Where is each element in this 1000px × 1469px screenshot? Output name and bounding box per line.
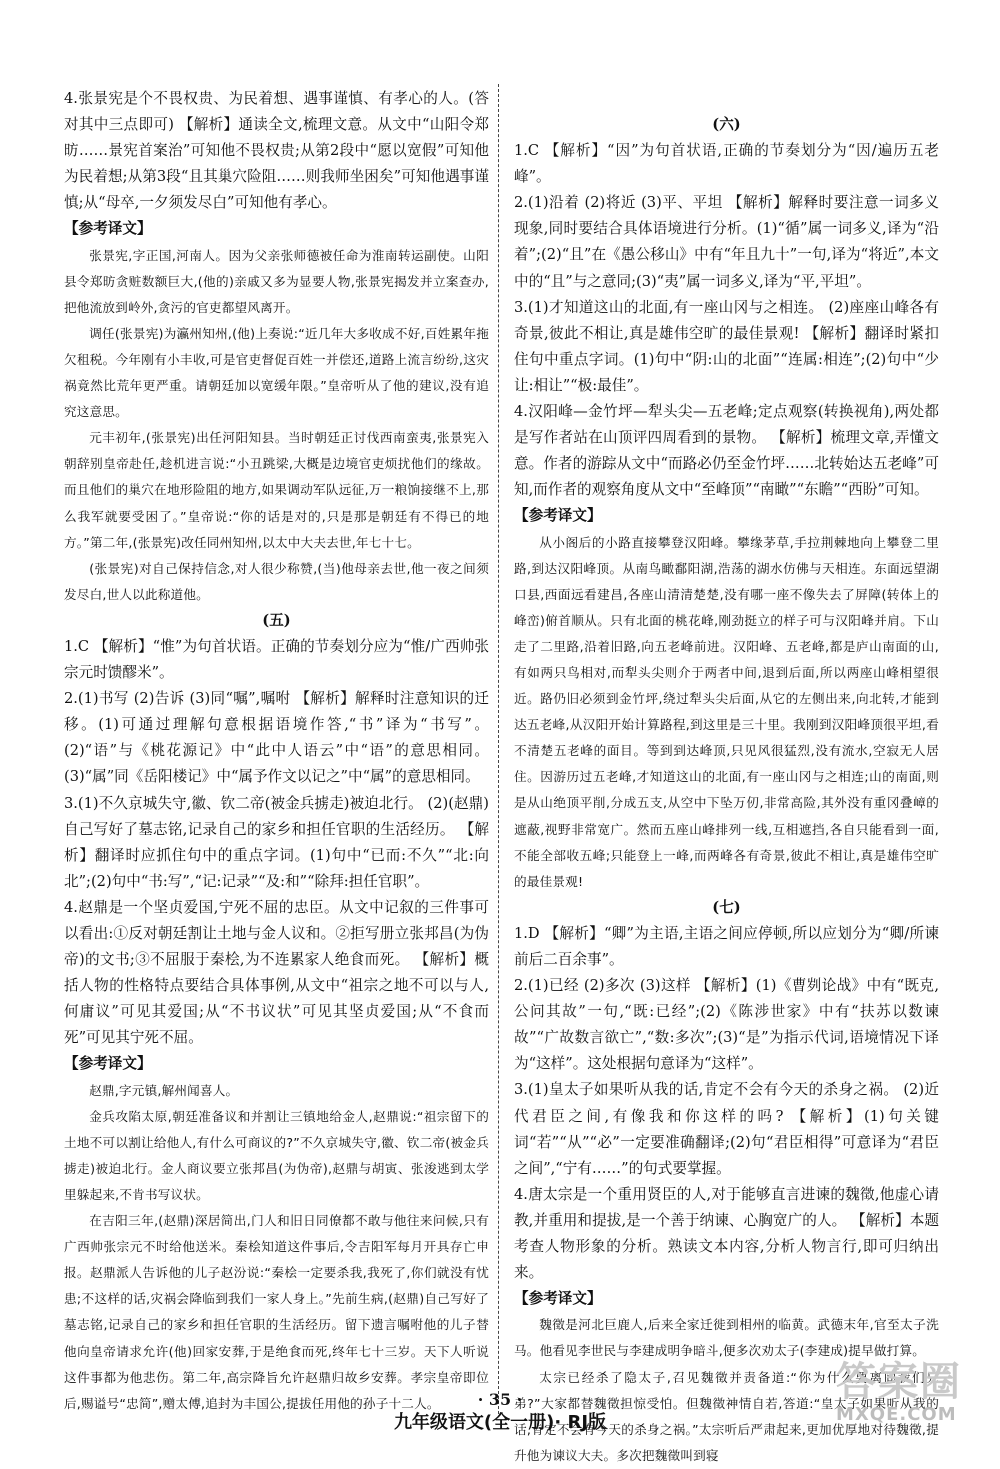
section6-question3-answer: 3.(1)才知道这山的北面,有一座山冈与之相连。 (2)座座山峰各有奇景,彼此不相让,真是雄伟空旷的最佳景观! 【解析】翻译时紧扣住句中重点字词。(1)句中“阴:山的北面”“连属:相连”;(2)句中“少让:相让”“极:最佳”。 (514, 298, 939, 394)
section-heading-6: (六) (712, 116, 741, 133)
section5-question2-answer: 2.(1)书写 (2)告诉 (3)同“嘱”,嘱咐 【解析】解释时注意知识的迁移。(1)可通过理解句意根据语境作答,“书”译为“书写”。(2)“语”与《桃花源记》中“此中人语云”中“语”的意思相同。(3)“属”同《岳阳楼记》中“属予作文以记之”中“属”的意思相同。 (64, 690, 489, 786)
section6-question4-answer: 4.汉阳峰—金竹坪—犁头尖—五老峰;定点观察(转换视角),两处都是写作者站在山顶评四周看到的景物。 【解析】梳理文章,弄懂文意。作者的游踪从文中“而路必仍至金竹坪……北转始达五老峰”可知,而作者的观察角度从文中“至峰顶”“南瞰”“东瞻”“西盼”可知。 (514, 403, 939, 499)
book-title: 九年级语文(全一册)· RJ版 (393, 1412, 607, 1433)
watermark-logo-text: 答案圈 (836, 1359, 962, 1405)
translation-paragraph: 魏徵是河北巨鹿人,后来全家迁徙到相州的临黄。武德末年,官至太子洗马。他看见李世民与李建成明争暗斗,便多次劝太子(李建成)提早做打算。 (514, 1317, 939, 1359)
section5-question1-answer: 1.C 【解析】“惟”为句首状语。正确的节奏划分应为“惟/广西帅张宗元时馈醪米”。 (64, 637, 489, 682)
section7-question3-answer: 3.(1)皇太子如果听从我的话,肯定不会有今天的杀身之祸。 (2)近代君臣之间,有像我和你这样的吗? 【解析】(1)句关键词“若”“从”“必”一定要准确翻译;(2)句“君臣相得”可意译为“君臣之间”,“宁有……”的句式要掌握。 (514, 1081, 939, 1177)
reference-translation-heading: 【参考译文】 (64, 1055, 152, 1073)
section4-question4-answer: 4.张景宪是个不畏权贵、为民着想、遇事谨慎、有孝心的人。(答对其中三点即可) 【解析】通读全文,梳理文意。从文中“山阳令郑昉……景宪首案治”可知他不畏权贵;从第2段中“愿以宽假”可知他为民着想;从第3段“且其巢穴险阻……则我师坐困矣”可知他遇事谨慎;从“母卒,一夕须发尽白”可知他有孝心。 (64, 90, 489, 212)
section-heading-5: (五) (262, 611, 291, 629)
translation-paragraph: 张景宪,字正国,河南人。因为父亲张师德被任命为淮南转运副使。山阳县令郑昉贪赃数额巨大,(他的)亲戚又多为显要人物,张景宪揭发并立案查办,把他流放到岭外,贪污的官吏都望风离开。 (64, 247, 489, 315)
section-heading-7: (七) (712, 898, 741, 916)
translation-paragraph: 在吉阳三年,(赵鼎)深居简出,门人和旧日同僚都不敢与他往来问候,只有广西帅张宗元不时给他送米。秦桧知道这件事后,令吉阳军每月开具存亡申报。赵鼎派人告诉他的儿子赵汾说:“秦桧一定要杀我,我死了,你们就没有忧患;不这样的话,灾祸会降临到我们一家人身上。”先前生病,(赵鼎)自己写好了墓志铭,记录自己的家乡和担任官职的生活经历。留下遗言嘱咐他的儿子替他向皇帝请求允许(他)回家安葬,于是绝食而死,终年七十三岁。天下人听说这件事都为他悲伤。第二年,高宗降旨允许赵鼎归故乡安葬。孝宗皇帝即位后,赐谥号“忠简”,赠太傅,追封为丰国公,提拔任用他的孙子十二人。 (64, 1213, 489, 1411)
section7-question2-answer: 2.(1)已经 (2)多次 (3)这样 【解析】(1)《曹刿论战》中有“既克,公问其故”一句,“既:已经”;(2)《陈涉世家》中有“扶苏以数谏故”“广故数言欲亡”,“数:多次”;(3)“是”为指示代词,语境情况下译为“这样”。这处根据句意译为“这样”。 (514, 977, 939, 1073)
watermark-url: MXQE.COM (836, 1404, 957, 1425)
section5-question3-answer: 3.(1)不久京城失守,徽、钦二帝(被金兵掳走)被迫北行。 (2)(赵鼎)自己写好了墓志铭,记录自己的家乡和担任官职的生活经历。 【解析】翻译时应抓住句中的重点字词。(1)句中“已而:不久”“北:向北”;(2)句中“书:写”,“记:记录”“及:和”“除拜:担任官职”。 (64, 794, 489, 890)
section6-question2-answer: 2.(1)沿着 (2)将近 (3)平、平坦 【解析】解释时要注意一词多义现象,同时要结合具体语境进行分析。(1)“循”属一词多义,译为“沿着”;(2)“且”在《愚公移山》中有“年且九十”一句,译为“将近”,本文中的“且”与之意同;(3)“夷”属一词多义,译为“平,平坦”。 (514, 194, 939, 290)
translation-paragraph: 赵鼎,字元镇,解州闻喜人。 (89, 1082, 239, 1098)
reference-translation-heading: 【参考译文】 (514, 1290, 602, 1308)
reference-translation-heading: 【参考译文】 (514, 507, 602, 525)
right-column (514, 112, 939, 1469)
page-number: · 35 · (477, 1390, 523, 1409)
section6-question1-answer: 1.C 【解析】“因”为句首状语,正确的节奏划分为“因/遍历五老峰”。 (514, 142, 939, 186)
translation-paragraph: (张景宪)对自己保持信念,对人很少称赞,(当)他母亲去世,他一夜之间须发尽白,世人以此称道他。 (64, 560, 489, 602)
reference-translation-heading: 【参考译文】 (64, 220, 152, 238)
section5-question4-answer: 4.赵鼎是一个坚贞爱国,宁死不屈的忠臣。从文中记叙的三件事可以看出:①反对朝廷割让土地与金人议和。②拒写册立张邦昌(为伪帝)的文书;③不屈服于秦桧,为不连累家人绝食而死。 【解析】概括人物的性格特点要结合具体事例,从文中“祖宗之地不可以与人,何庸议”可见其爱国;从“不书议状”可见其坚贞爱国;从“不食而死”可见其宁死不屈。 (64, 898, 489, 1047)
column-divider (498, 84, 499, 1414)
translation-paragraph: 金兵攻陷太原,朝廷准备议和并割让三镇地给金人,赵鼎说:“祖宗留下的土地不可以割让给他人,有什么可商议的?”不久京城失守,徽、钦二帝(被金兵掳走)被迫北行。金人商议要立张邦昌(为伪帝),赵鼎与胡寅、张浚逃到太学里躲起来,不肯书写议状。 (64, 1108, 489, 1202)
translation-paragraph: 太宗已经杀了隐太子,召见魏徵并责备道:“你为什么要离间我们兄弟?”大家都替魏徵担惊受怕。但魏徵神情自若,答道:“皇太子如果听从我的话,肯定不会有今天的杀身之祸。”太宗听后严肃起来,更加优厚地对待魏徵,提升他为谏议大夫。多次把魏徵叫到寝 (514, 1369, 939, 1463)
translation-paragraph: 从小阁后的小路直接攀登汉阳峰。攀缘茅草,手拉荆棘地向上攀登二里路,到达汉阳峰顶。从南鸟瞰鄱阳湖,浩荡的湖水仿佛与天相连。东面远望湖口县,西面远看建昌,各座山清清楚楚,没有哪一座不像失去了屏障(转体上的峰峦)俯首顺从。只有北面的桃花峰,刚劲挺立的样子可与汉阳峰并肩。下山走了二里路,沿着旧路,向五老峰前进。汉阳峰、五老峰,都是庐山南面的山,有如两只鸟相对,而犁头尖则介于两者中间,退到后面,所以两座山峰相望很近。路仍旧必须到金竹坪,绕过犁头尖后面,从它的左侧出来,向北转,才能到达五老峰,从汉阳开始计算路程,到这里是三十里。我刚到汉阳峰顶很平坦,看不清楚五老峰的面目。等到到达峰顶,只见风很猛烈,没有流水,空寂无人居住。因游历过五老峰,才知道这山的北面,有一座山冈与之相连;山的南面,则是从山绝顶平削,分成五支,从空中下坠万仞,非常高险,其外没有重冈叠嶂的遮蔽,视野非常宽广。然而五座山峰排列一线,互相遮挡,各自只能看到一面,不能全部收五峰;只能登上一峰,而两峰各有奇景,彼此不相让,真是雄伟空旷的最佳景观! (514, 534, 939, 889)
section7-question1-answer: 1.D 【解析】“卿”为主语,主语之间应停顿,所以应划分为“卿/所谏前后二百余事”。 (514, 924, 939, 968)
site-watermark (836, 1360, 988, 1430)
section7-question4-answer: 4.唐太宗是一个重用贤臣的人,对于能够直言进谏的魏徵,他虚心请教,并重用和提拔,是一个善于纳谏、心胸宽广的人。 【解析】本题考查人物形象的分析。熟读文本内容,分析人物言行,即可归纳出来。 (514, 1185, 939, 1282)
translation-paragraph: 调任(张景宪)为瀛州知州,(他)上奏说:“近几年大多收成不好,百姓累年拖欠租税。今年刚有小丰收,可是官吏督促百姓一并偿还,道路上流言纷纷,这灾祸竟然比荒年更严重。请朝廷加以宽缓年限。”皇帝听从了他的建议,没有追究这意思。 (64, 325, 489, 420)
translation-paragraph: 元丰初年,(张景宪)出任河阳知县。当时朝廷正讨伐西南蛮夷,张景宪入朝辞别皇帝赴任,趁机进言说:“小丑跳梁,大概是边境官吏烦扰他们的缘故。而且他们的巢穴在地形险阻的地方,如果调动军队远征,万一粮饷接继不上,那么我军就要受困了。”皇帝说:“你的话是对的,只是那是朝廷有不得已的地方。”第二年,(张景宪)改任同州知州,以太中大夫去世,年七十七。 (64, 430, 489, 550)
left-column (64, 86, 489, 1417)
